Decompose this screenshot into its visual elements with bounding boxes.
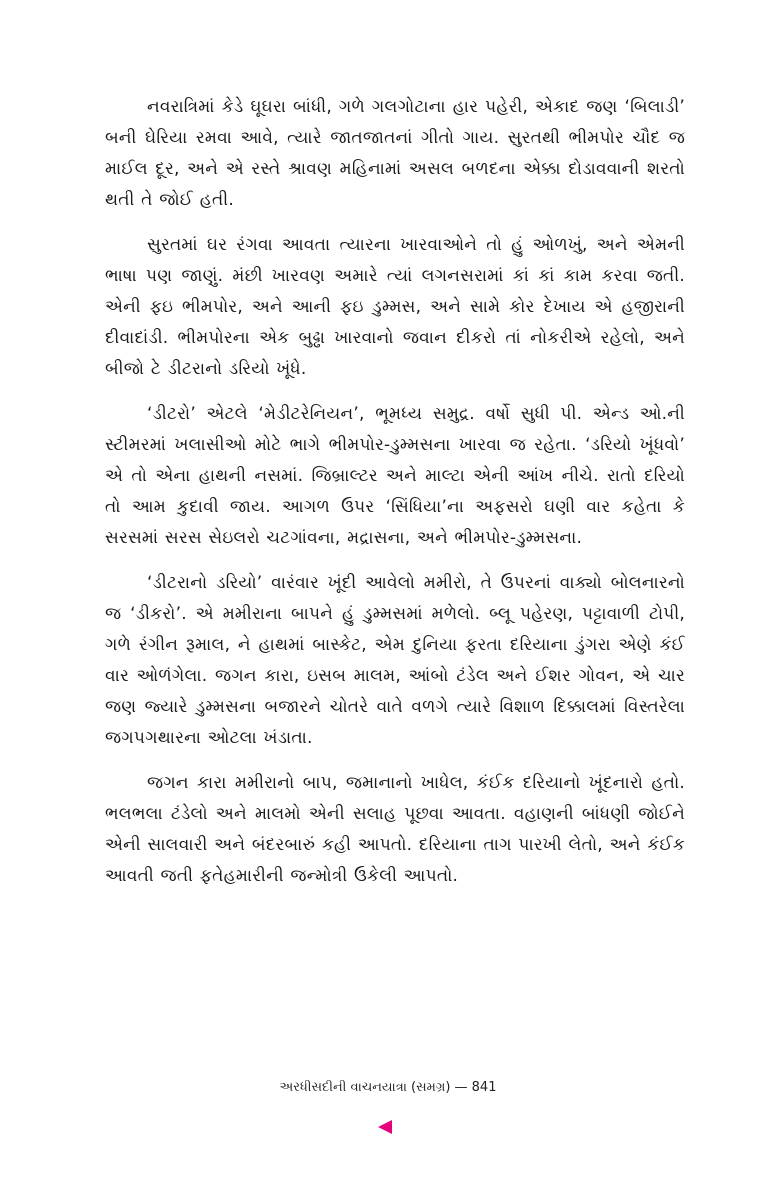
previous-page-icon[interactable] xyxy=(378,1120,392,1134)
paragraph-5: જગન કારા મમીરાનો બાપ, જમાનાનો ખાધેલ, કંઈક દરિયાનો ખૂંદનારો હતો. ભલભલા ટંડેલો અને માલમો એની સલાહ પૂછવા આવતા. વહાણની બાંધણી જોઈને એની સાલવારી અને બંદરબારું કહી આપતો. દરિયાના તાગ પારખી લેતો, અને કંઈક આવતી જતી ફતેહમારીની જન્મોત્રી ઉકેલી આપતો. xyxy=(105,773,685,886)
paragraph-3: ‘ડીટરો’ એટલે ‘મેડીટરેનિયન’, ભૂમધ્ય સમુદ્ર. વર્ષો સુધી પી. એન્ડ ઓ.ની સ્ટીમરમાં ખલાસીઓ મોટે ભાગે ભીમપોર-ડુમ્મસના ખારવા જ રહેતા. ‘ડરિયો ખૂંધવો’ એ તો એના હાથની નસમાં. જિબ્રાલ્ટર અને માલ્ટા એની આંખ નીચે. રાતો દરિયો તો આમ કુદાવી જાય. આગળ ઉપર ‘સિંધિયા’ના અફસરો ઘણી વાર કહેતા કે સરસમાં સરસ સેઇલરો ચટગાંવના, મદ્રાસના, અને ભીમપોર-ડુમ્મસના. xyxy=(105,404,685,548)
paragraph-4: ‘ડીટરાનો ડરિયો’ વારંવાર ખૂંદી આવેલો મમીરો, તે ઉપરનાં વાક્યો બોલનારનો જ ‘ડીકરો’. એ મમીરાના બાપને હું ડુમ્મસમાં મળેલો. બ્લૂ પહેરણ, પટ્ટાવાળી ટોપી, ગળે રંગીન રૂમાલ, ને હાથમાં બાસ્કેટ, એમ દુનિયા ફરતા દરિયાના ડુંગરા એણે કંઈ વાર ઓળંગેલા. જગન કારા, ઇસબ માલમ, આંબો ટંડેલ અને ઈશર ગોવન, એ ચાર જણ જ્યારે ડુમ્મસના બજારને ચોતરે વાતે વળગે ત્યારે વિશાળ દિક્કાલમાં વિસ્તરેલા જગપગથારના ઓટલા ખંડાતા. xyxy=(105,573,685,748)
body-text xyxy=(105,92,685,906)
page-footer: અરધીસદીની વાચનયાત્રા (સમગ્ર) — 841 xyxy=(279,1080,497,1095)
paragraph-1: નવરાત્રિમાં કેડે ઘૂઘરા બાંધી, ગળે ગલગોટાના હાર પહેરી, એકાદ જણ ‘બિલાડી’ બની ઘેરિયા રમવા આવે, ત્યારે જાતજાતનાં ગીતો ગાય. સુરતથી ભીમપોર ચૌદ જ માઈલ દૂર, અને એ રસ્તે શ્રાવણ મહિનામાં અસલ બળદના એક્કા દોડાવવાની શરતો થતી તે જોઈ હતી. xyxy=(105,97,685,210)
paragraph-2: સુરતમાં ઘર રંગવા આવતા ત્યારના ખારવાઓને તો હું ઓળખું, અને એમની ભાષા પણ જાણું. મંછી ખારવણ અમારે ત્યાં લગનસરામાં કાં કાં કામ કરવા જતી. એની ફઇ ભીમપોર, અને આની ફઇ ડુમ્મસ, અને સામે કોર દેખાય એ હજીરાની દીવાદાંડી. ભીમપોરના એક બુઢ્ઢા ખારવાનો જવાન દીકરો તાં નોકરીએ રહેલો, અને બીજો ટે ડીટરાનો ડરિયો ખૂંધે. xyxy=(105,235,685,379)
